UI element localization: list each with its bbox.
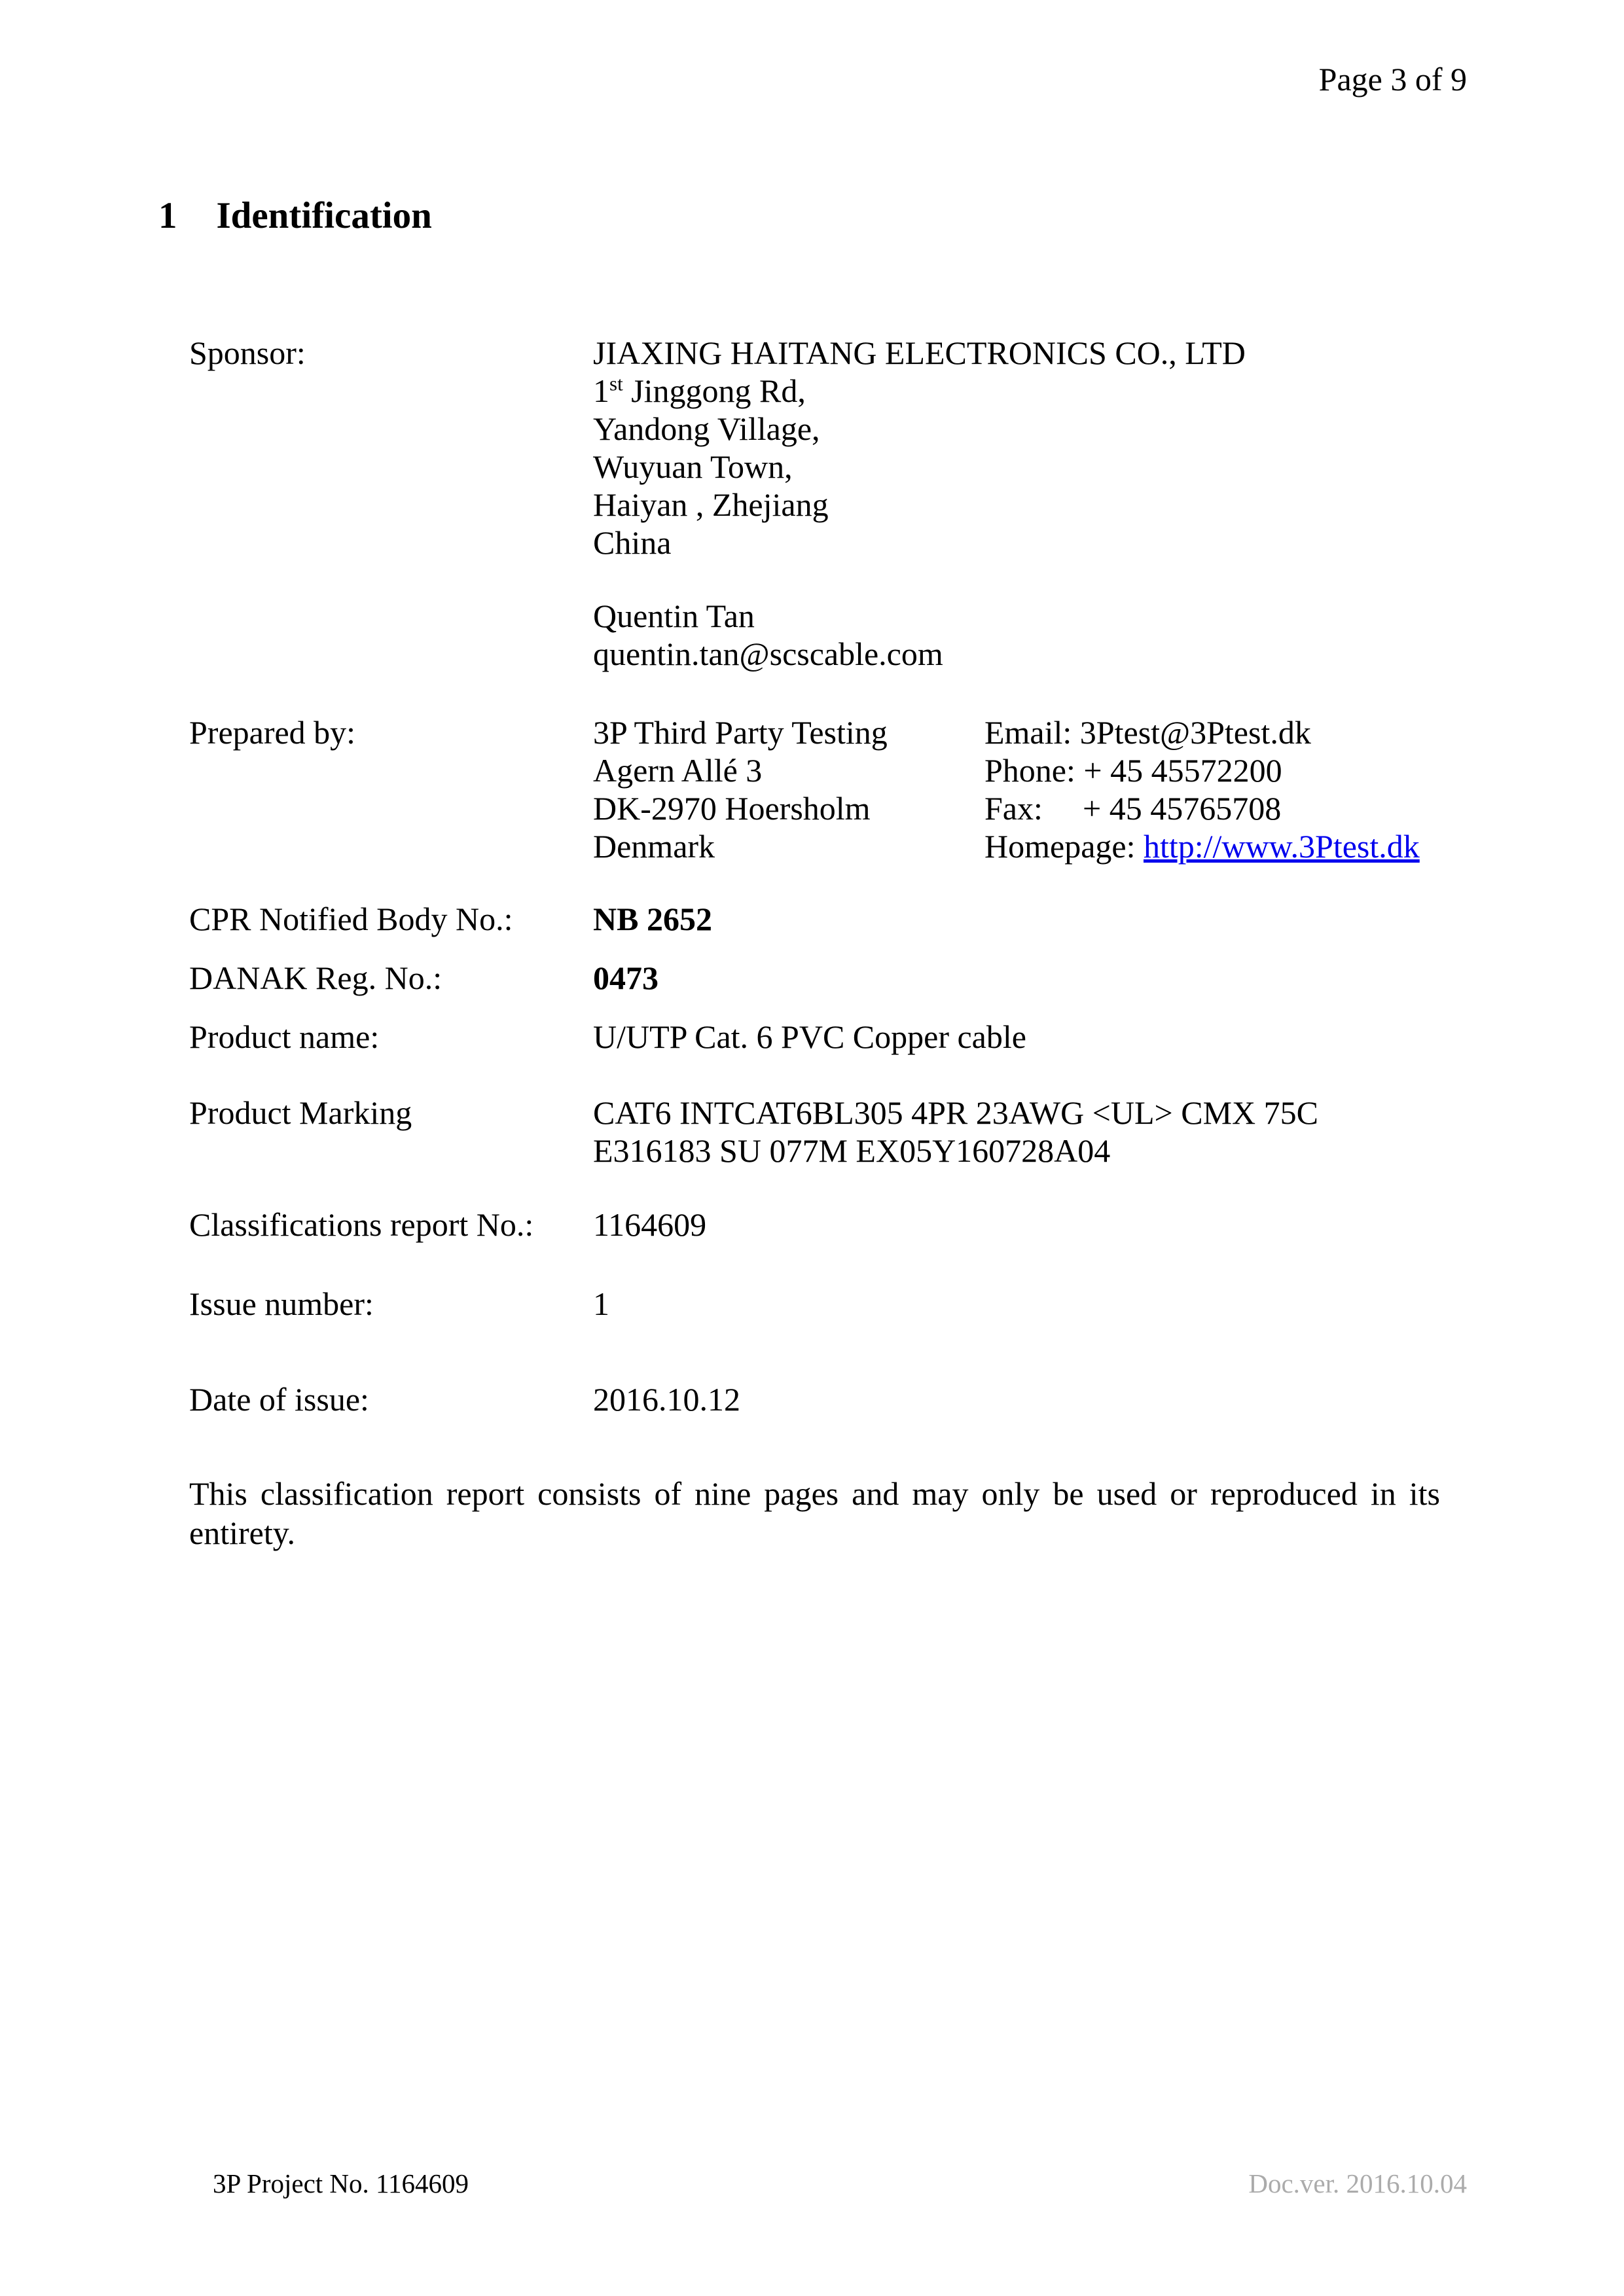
sponsor-address-line: Haiyan , Zhejiang — [593, 486, 829, 523]
address-number: 1 — [593, 372, 609, 409]
field-label-sponsor: Sponsor: — [189, 334, 306, 371]
prepared-by-fax-line — [984, 789, 1420, 827]
section-title: Identification — [216, 195, 432, 236]
prepared-by-company: 3P Third Party Testing — [593, 714, 888, 751]
sponsor-company: JIAXING HAITANG ELECTRONICS CO., LTD — [593, 334, 1246, 371]
sponsor-address-line: Yandong Village, — [593, 410, 820, 447]
address-street: Jinggong Rd, — [623, 372, 806, 409]
sponsor-contact-name: Quentin Tan — [593, 598, 755, 634]
sponsor-address-line — [593, 372, 1246, 410]
prepared-by-address-block — [593, 713, 888, 865]
prepared-by-address-line: DK-2970 Hoersholm — [593, 790, 871, 827]
report-no-value: 1164609 — [593, 1206, 707, 1243]
homepage-link[interactable]: http://www.3Ptest.dk — [1143, 828, 1420, 865]
field-label-product-marking: Product Marking — [189, 1094, 412, 1131]
prepared-by-contact-block — [984, 713, 1420, 865]
footer-doc-version: Doc.ver. 2016.10.04 — [1248, 2168, 1467, 2198]
field-label-danak-reg: DANAK Reg. No.: — [189, 960, 442, 996]
field-label-product-name: Product name: — [189, 1018, 380, 1055]
field-label-prepared-by: Prepared by: — [189, 714, 356, 751]
entirety-statement: This classification report consists of nine pages and may only be used or reproduced in its entirety. — [189, 1475, 1440, 1551]
page-number: Page 3 of 9 — [1318, 61, 1467, 98]
section-number: 1 — [158, 195, 177, 236]
product-marking-value — [593, 1094, 1318, 1170]
sponsor-address-line: China — [593, 524, 672, 561]
danak-reg-value: 0473 — [593, 960, 659, 996]
fax-label: Fax: — [984, 790, 1043, 827]
product-marking-line: CAT6 INTCAT6BL305 4PR 23AWG <UL> CMX 75C — [593, 1094, 1318, 1131]
field-label-date-of-issue: Date of issue: — [189, 1381, 369, 1418]
fax-value: + 45 45765708 — [1083, 790, 1282, 827]
homepage-label: Homepage: — [984, 828, 1136, 865]
issue-number-value: 1 — [593, 1285, 609, 1322]
cpr-notified-body-value: NB 2652 — [593, 901, 712, 937]
prepared-by-email-line: Email: 3Ptest@3Ptest.dk — [984, 714, 1311, 751]
sponsor-address-block — [593, 334, 1246, 562]
prepared-by-phone-line: Phone: + 45 45572200 — [984, 752, 1282, 789]
prepared-by-homepage-line — [984, 827, 1420, 865]
prepared-by-address-line: Agern Allé 3 — [593, 752, 763, 789]
section-heading — [158, 196, 432, 236]
product-name-value: U/UTP Cat. 6 PVC Copper cable — [593, 1018, 1026, 1055]
sponsor-contact-block — [593, 597, 943, 673]
date-of-issue-value: 2016.10.12 — [593, 1381, 740, 1418]
sponsor-contact-email: quentin.tan@scscable.com — [593, 636, 943, 672]
product-marking-line: E316183 SU 077M EX05Y160728A04 — [593, 1132, 1111, 1169]
field-label-issue-number: Issue number: — [189, 1285, 374, 1322]
address-ordinal-suffix: st — [609, 372, 623, 395]
sponsor-address-line: Wuyuan Town, — [593, 448, 793, 485]
field-label-cpr-notified-body: CPR Notified Body No.: — [189, 901, 513, 937]
field-label-report-no: Classifications report No.: — [189, 1206, 534, 1243]
prepared-by-address-line: Denmark — [593, 828, 715, 865]
footer-project-number: 3P Project No. 1164609 — [213, 2168, 469, 2198]
